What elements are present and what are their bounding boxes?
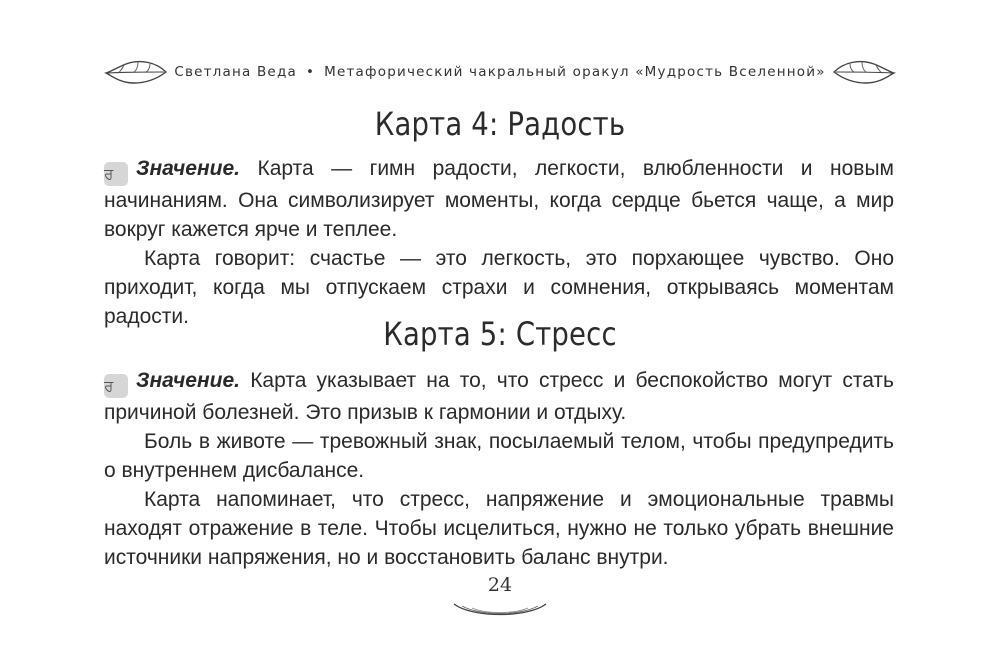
- meaning-paragraph: [104, 154, 894, 244]
- chakra-symbol-icon: ਰ: [104, 162, 128, 186]
- meaning-text: Карта указывает на то, что стресс и беспокойство могут стать причиной болезней. Это призыв к гармонии и отдыху.: [104, 369, 894, 424]
- header-book-title: Метафорический чакральный оракул «Мудрость Вселенной»: [324, 64, 826, 80]
- page-number: 24: [487, 574, 513, 596]
- header-separator: •: [305, 64, 316, 80]
- section-body-card-4: [104, 154, 894, 331]
- leaf-ornament-right-icon: [832, 56, 896, 88]
- body-paragraph: Карта напоминает, что стресс, напряжение и эмоциональные травмы находят отражение в теле. Чтобы исцелиться, нужно не только убрать внешние источники напряжения, но и восстановить баланс внутри.: [104, 488, 894, 569]
- chakra-symbol-icon: ਰ: [104, 374, 128, 398]
- section-title-card-5: Карта 5: Стресс: [383, 315, 617, 353]
- section-title-card-4: Карта 4: Радость: [374, 105, 626, 143]
- running-header: [0, 52, 1000, 92]
- meaning-term: Значение.: [136, 369, 241, 392]
- body-paragraph: Боль в животе — тревожный знак, посылаемый телом, чтобы предупредить о внутреннем дисбалансе.: [104, 430, 894, 482]
- meaning-paragraph: [104, 366, 894, 427]
- meaning-text: Карта — гимн радости, легкости, влюбленности и новым начинаниям. Она символизирует моменты, когда сердце бьется чаще, а мир вокруг кажется ярче и теплее.: [104, 157, 894, 241]
- header-author: Светлана Веда: [174, 64, 297, 80]
- section-body-card-5: [104, 366, 894, 572]
- body-paragraph: Карта говорит: счастье — это легкость, это порхающее чувство. Оно приходит, когда мы отпускаем страхи и сомнения, открываясь моментам радости.: [104, 247, 894, 328]
- meaning-term: Значение.: [136, 157, 241, 180]
- footer-leaf-ornament-icon: [452, 598, 548, 624]
